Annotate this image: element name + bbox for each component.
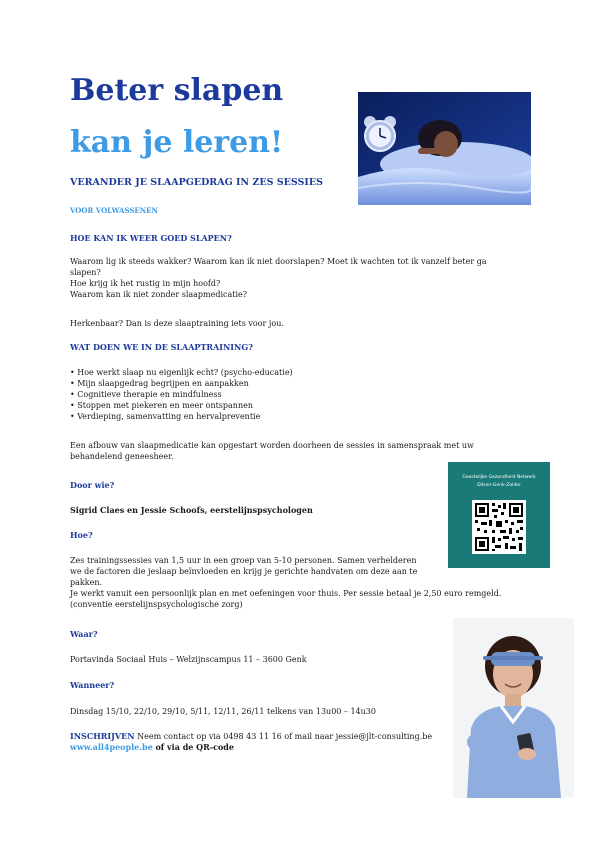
where-heading: Waar? — [70, 629, 98, 639]
section-1-line: slapen? — [70, 268, 101, 277]
how-body — [70, 555, 501, 610]
title-line-1: Beter slapen — [70, 73, 284, 108]
list-item: • Stoppen met piekeren en meer ontspannen — [70, 401, 253, 410]
training-bullet-list — [70, 367, 293, 422]
conclusion-text: Herkenbaar? Dan is deze slaaptraining iets voor jou. — [70, 319, 284, 328]
list-item: • Hoe werkt slaap nu eigenlijk echt? (psycho-educatie) — [70, 368, 293, 377]
website-suffix: of via de QR-code — [152, 742, 234, 752]
who-heading: Door wie? — [70, 480, 115, 490]
website-link[interactable]: www.all4people.be — [70, 742, 153, 752]
audience-label: VOOR VOLWASSENEN — [70, 206, 158, 215]
register-contact-text[interactable]: Neem contact op via 0498 43 11 16 of mail naar jessie@jlt-consulting.be — [134, 732, 433, 741]
section-heading-training: WAT DOEN WE IN DE SLAAPTRAINING? — [70, 342, 253, 352]
section-heading-sleep-again: HOE KAN IK WEER GOED SLAPEN? — [70, 233, 232, 243]
register-label: INSCHRIJVEN — [70, 731, 135, 741]
section-1-line: Hoe krijg ik het rustig in mijn hoofd? — [70, 279, 221, 288]
address: Portavinda Sociaal Huis – Welzijnscampus 11 – 3600 Genk — [70, 655, 307, 664]
section-1-body — [70, 256, 487, 300]
who-text: Sigrid Claes en Jessie Schoofs, eerstelijnspsychologen — [70, 505, 313, 515]
qr-card-org-name: Geestelijke Gezondheid Netwerk — [462, 475, 536, 480]
list-item: • Mijn slaapgedrag begrijpen en aanpakken — [70, 379, 249, 388]
subtitle: VERANDER JE SLAAPGEDRAG IN ZES SESSIES — [70, 177, 323, 188]
when-text — [70, 706, 376, 717]
when-heading: Wanneer? — [70, 680, 115, 690]
woman-with-sleep-mask-image — [453, 618, 574, 798]
dates: Dinsdag 15/10, 22/10, 29/10, 5/11, 12/11, 26/11 telkens van 13u00 – 14u30 — [70, 707, 376, 716]
title-line-2: kan je leren! — [70, 125, 284, 160]
where-text — [70, 654, 307, 665]
how-line: (conventie eerstelijnspsychologische zorg) — [70, 600, 243, 609]
hero-image-sleepless-woman — [358, 92, 531, 205]
how-line: Zes trainingssessies van 1,5 uur in een groep van 5-10 personen. Samen verhelderen — [70, 556, 417, 565]
medication-note — [70, 440, 474, 462]
qr-code-icon[interactable] — [472, 500, 526, 554]
section-1-line: Waarom kan ik niet zonder slaapmedicatie? — [70, 290, 248, 299]
qr-code-card[interactable] — [448, 462, 550, 568]
note-line: behandelend geneesheer. — [70, 452, 174, 461]
how-line: Je werkt vanuit een persoonlijk plan en met oefeningen voor thuis. Per sessie betaal je 2,50 euro remgeld. — [70, 589, 502, 598]
section-1-line: Waarom lig ik steeds wakker? Waarom kan ik niet doorslapen? Moet ik wachten tot ik vanzelf beter ga — [70, 257, 487, 266]
how-line: pakken. — [70, 578, 103, 587]
note-line: Een afbouw van slaapmedicatie kan opgestart worden doorheen de sessies in samenspraak met uw — [70, 441, 474, 450]
register-block — [70, 731, 432, 753]
how-heading: Hoe? — [70, 530, 93, 540]
list-item: • Verdieping, samenvatting en hervalpreventie — [70, 412, 261, 421]
qr-card-region: Dilsen-Genk-Zolder — [477, 483, 521, 488]
how-line: we de factoren die jeslaap beïnvloeden en krijg je gerichte handvaten om deze aan te — [70, 567, 418, 576]
list-item: • Cognitieve therapie en mindfulness — [70, 390, 222, 399]
section-1-conclusion — [70, 318, 284, 329]
